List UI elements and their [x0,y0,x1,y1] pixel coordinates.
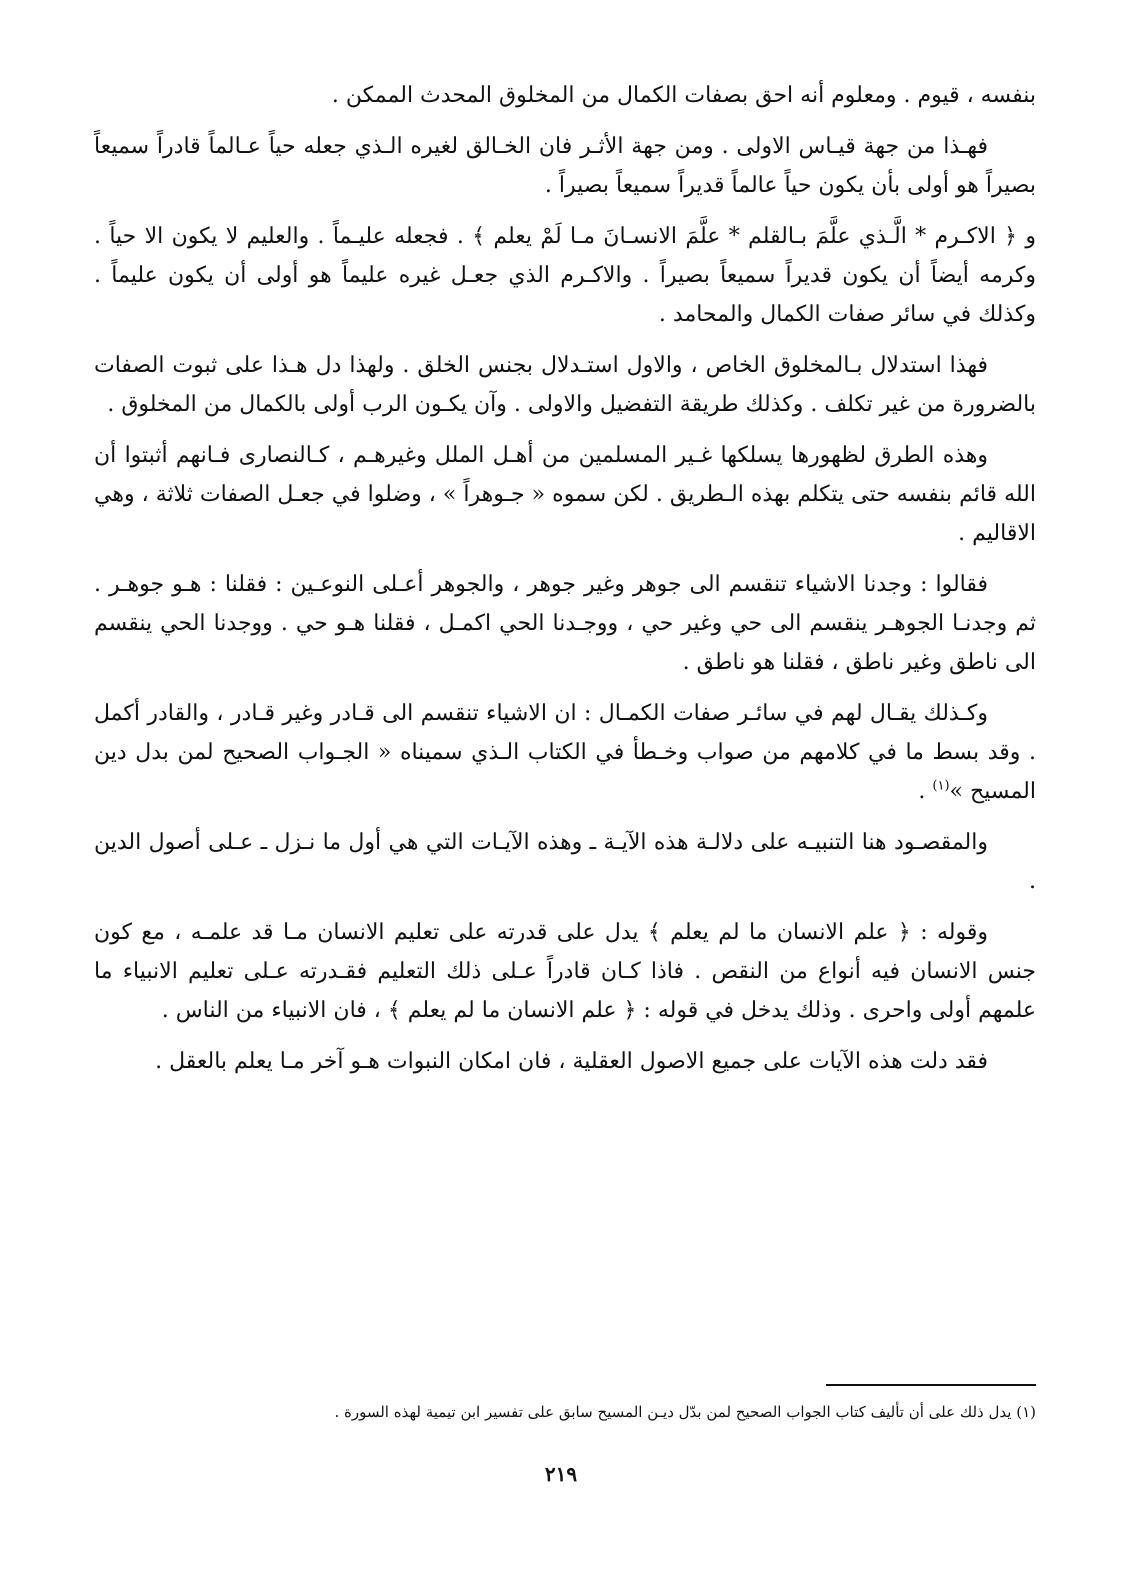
paragraph: فهذا استدلال بـالمخلوق الخاص ، والاول استـدلال بجنس الخلق . ولهذا دل هـذا على ثبوت الصفات بالضرورة من غير تكلف . وكذلك طريقة التفضيل والاولى . وآن يكـون الرب أولى بالكمال من المخلوق . [94,353,1036,417]
paragraph: فهـذا من جهة قيـاس الاولى . ومن جهة الأثـر فان الخـالق لغيره الـذي جعله حياً عـالماً قادراً سميعاً بصيراً هو أولى بأن يكون حياً عالماً قديراً سميعاً بصيراً . [94,134,1036,198]
main-text [94,76,1036,1093]
paragraph: فقالوا : وجدنا الاشياء تنقسم الى جوهر وغير جوهر ، والجوهر أعـلى النوعـين : فقلنا : هـو جوهـر . ثم وجدنـا الجوهـر ينقسم الى حي وغير حي ، ووجـدنا الحي اكمـل ، فقلنا هـو حي . ووجدنا الحي ينقسم الى ناطق وغير ناطق ، فقلنا هو ناطق . [94,572,1036,675]
paragraph: والمقصـود هنا التنبيـه على دلالـة هذه الآيـة ـ وهذه الآيـات التي هي أول ما نـزل ـ عـلى أصول الدين . [94,830,1036,894]
paragraph: بنفسه ، قيوم . ومعلوم أنه احق بصفات الكمال من المخلوق المحدث الممكن . [331,83,1036,108]
paragraph-text: وكـذلك يقـال لهم في سائـر صفات الكمـال : ان الاشياء تنقسم الى قـادر وغير قـادر ، والقادر أكمل . وقد بسط ما في كلامهم من صواب وخـطأ في الكتاب الـذي سميناه « الجـواب الصحيح لمن بدل دين المسيح » [94,701,1036,804]
footnote-divider [826,1384,1036,1386]
footnote-reference[interactable]: (١) [932,778,950,794]
page-number: ٢١٩ [544,1462,578,1486]
paragraph: وقوله : ﴿ علم الانسان ما لم يعلم ﴾ يدل على قدرته على تعليم الانسان مـا قد علمـه ، مع كون جنس الانسان فيه أنواع من النقص . فاذا كـان قادراً عـلى ذلك التعليم فقـدرته عـلى تعليم الانبياء ما علمهم أولى واحرى . وذلك يدخل في قوله : ﴿ علم الانسان ما لم يعلم ﴾ ، فان الانبياء من الناس . [94,920,1036,1023]
paragraph: وهذه الطرق لظهورها يسلكها غـير المسلمين من أهـل الملل وغيرهـم ، كـالنصارى فـانهم أثبتوا أن الله قائم بنفسه حتى يتكلم بهذه الـطريق . لكن سموه « جـوهراً » ، وضلوا في جعـل الصفات ثلاثة ، وهي الاقاليم . [94,443,1036,546]
paragraph: فقد دلت هذه الآيات على جميع الاصول العقلية ، فان امكان النبوات هـو آخر مـا يعلم بالعقل . [155,1049,988,1074]
paragraph: و ﴿ الاكـرم * الَّـذي علَّمَ بـالقلم * علَّمَ الانسـانَ مـا لَمْ يعلم ﴾ . فجعله عليـماً . والعليم لا يكون الا حياً . وكرمه أيضاً أن يكون قديراً سميعاً بصيراً . والاكـرم الذي جعـل غيره عليماً هو أولى أن يكون عليماً . وكذلك في سائر صفات الكمال والمحامد . [94,224,1036,327]
footnote: (١) يدل ذلك على أن تأليف كتاب الجواب الصحيح لمن بدّل ديـن المسيح سابق على تفسير ابن تيمية لهذه السورة . [334,1403,1036,1421]
paragraph-with-footnote: وكـذلك يقـال لهم في سائـر صفات الكمـال : ان الاشياء تنقسم الى قـادر وغير قـادر ، والقادر أكمل . وقد بسط ما في كلامهم من صواب وخـطأ في الكتاب الـذي سميناه « الجـواب الصحيح لمن بدل دين المسيح »$^{(١)}$ . [94,701,1036,804]
